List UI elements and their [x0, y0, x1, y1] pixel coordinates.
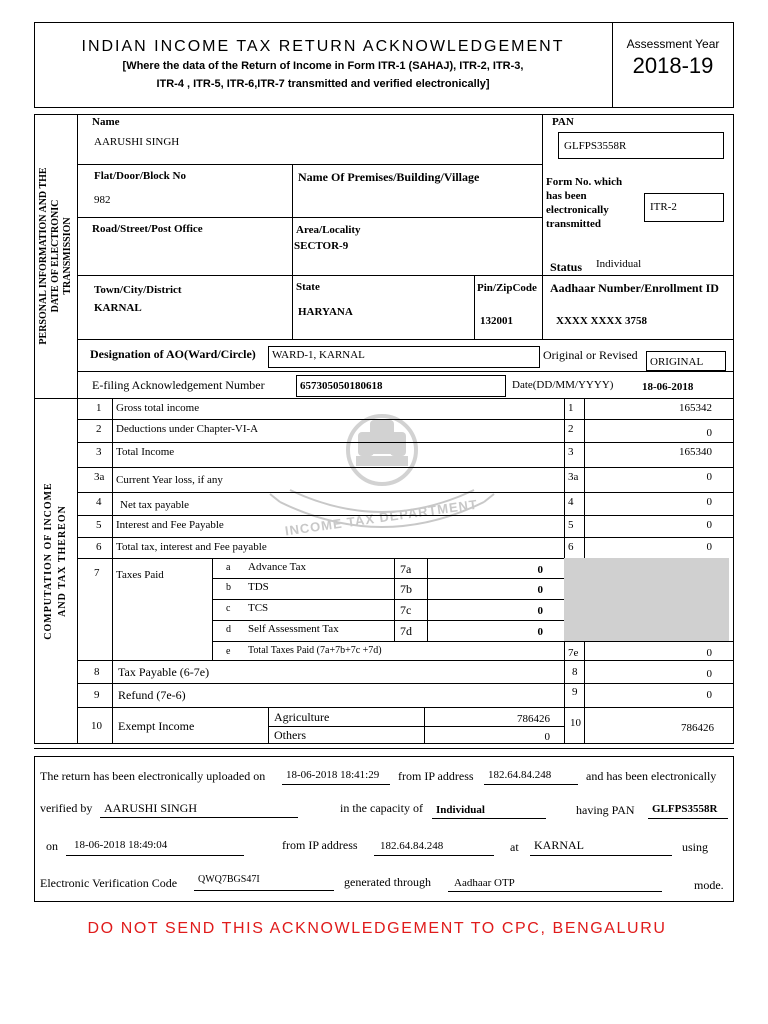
computation-section-label: COMPUTATION OF INCOME AND TAX THEREON — [43, 482, 68, 640]
comp-row-7-value: 0 — [706, 541, 712, 553]
evc-method: Aadhaar OTP — [454, 877, 515, 889]
v-text-7: on — [46, 839, 58, 853]
verifier-pan: GLFPS3558R — [652, 803, 718, 815]
taxes-item-b-letter: b — [226, 582, 231, 593]
comp-row-5-no: 4 — [96, 496, 102, 508]
comp-row-2-ref: 2 — [568, 423, 574, 435]
comp-row-3-ref: 3 — [568, 446, 574, 458]
flat-value: 982 — [94, 194, 111, 206]
comp-row-5-ref: 4 — [568, 496, 574, 508]
comp-row-4-no: 3a — [94, 471, 105, 483]
v-text-9: at — [510, 840, 519, 854]
comp-row-6-value: 0 — [706, 519, 712, 531]
town-label: Town/City/District — [94, 284, 182, 296]
state-label: State — [296, 281, 320, 293]
agriculture-label: Agriculture — [274, 710, 330, 724]
aadhaar-value: XXXX XXXX 3758 — [556, 315, 648, 327]
taxes-item-b-ref: 7b — [400, 582, 412, 596]
comp-row-2-value: 0 — [706, 427, 712, 439]
assessment-year: 2018-19 — [632, 53, 714, 78]
row7e-ref: 7e — [568, 647, 579, 659]
comp-row-7-label: Total tax, interest and Fee payable — [116, 541, 267, 553]
town-value: KARNAL — [94, 302, 142, 314]
comp-row-1-label: Gross total income — [116, 402, 200, 414]
form-subtitle-line2: ITR-4 , ITR-5, ITR-6,ITR-7 transmitted and verified electronically] — [156, 78, 490, 90]
v-text-8: from IP address — [282, 838, 358, 852]
comp-row-7-ref: 6 — [568, 541, 574, 553]
status-value: Individual — [596, 258, 642, 270]
comp-row-4-label: Current Year loss, if any — [116, 474, 223, 486]
aadhaar-label: Aadhaar Number/Enrollment ID — [550, 281, 719, 295]
row9-label: Refund (7e-6) — [118, 688, 186, 702]
v-text-5: in the capacity of — [340, 801, 423, 815]
row8-value: 0 — [706, 668, 712, 680]
v-text-6: having PAN — [576, 803, 635, 817]
form-subtitle-line1: [Where the data of the Return of Income in Form ITR-1 (SAHAJ), ITR-2, ITR-3, — [122, 60, 524, 72]
row7e-letter: e — [226, 646, 231, 657]
watermark-text: INCOME TAX DEPARTMENT — [283, 496, 479, 539]
road-label: Road/Street/Post Office — [92, 223, 203, 235]
row7e-value: 0 — [706, 647, 712, 659]
comp-row-4-value: 0 — [706, 471, 712, 483]
orig-value: ORIGINAL — [650, 356, 704, 368]
pan-label: PAN — [552, 116, 574, 128]
upload-ip: 182.64.84.248 — [488, 769, 552, 781]
section-divider — [34, 398, 734, 399]
date-value: 18-06-2018 — [642, 381, 694, 393]
comp-row-7-no: 6 — [96, 541, 102, 553]
ack-label: E-filing Acknowledgement Number — [92, 378, 265, 392]
form-title: INDIAN INCOME TAX RETURN ACKNOWLEDGEMENT — [81, 38, 565, 55]
v-text-3: and has been electronically — [586, 769, 717, 783]
v-text-10: using — [682, 840, 709, 854]
taxpayer-name: AARUSHI SINGH — [94, 136, 180, 148]
taxes-item-b-label: TDS — [248, 581, 269, 593]
others-value: 0 — [544, 731, 550, 743]
pin-value: 132001 — [480, 315, 513, 327]
comp-row-2-label: Deductions under Chapter-VI-A — [116, 423, 259, 435]
comp-row-1-ref: 1 — [568, 402, 574, 414]
row10-ref: 10 — [570, 717, 581, 729]
ao-label: Designation of AO(Ward/Circle) — [90, 347, 256, 361]
comp-row-3-value: 165340 — [679, 446, 712, 458]
taxes-item-a-value: 0 — [537, 564, 543, 576]
flat-label: Flat/Door/Block No — [94, 170, 186, 182]
cpc-notice: DO NOT SEND THIS ACKNOWLEDGEMENT TO CPC, BENGALURU — [87, 920, 667, 937]
row8-no: 8 — [94, 666, 100, 678]
verifier-name: AARUSHI SINGH — [104, 801, 198, 815]
row10-value: 786426 — [681, 722, 714, 734]
others-label: Others — [274, 728, 306, 742]
v-text-13: mode. — [694, 878, 724, 892]
area-label: Area/Locality — [296, 224, 361, 236]
row7-label: Taxes Paid — [116, 569, 164, 581]
taxes-item-a-label: Advance Tax — [248, 561, 306, 573]
taxes-item-d-letter: d — [226, 624, 231, 635]
row7e-label: Total Taxes Paid (7a+7b+7c +7d) — [248, 645, 382, 656]
row10-label: Exempt Income — [118, 719, 195, 733]
comp-row-6-ref: 5 — [568, 519, 574, 531]
taxes-item-d-value: 0 — [537, 626, 543, 638]
taxes-item-a-letter: a — [226, 562, 231, 573]
row9-value: 0 — [706, 689, 712, 701]
comp-row-6-no: 5 — [96, 519, 102, 531]
comp-row-5-value: 0 — [706, 496, 712, 508]
comp-row-1-value: 165342 — [679, 402, 712, 414]
v-text-11: Electronic Verification Code — [40, 876, 178, 890]
taxes-item-d-ref: 7d — [400, 624, 412, 638]
side-label-divider — [77, 114, 78, 744]
ack-value: 657305050180618 — [300, 380, 383, 392]
taxes-item-c-ref: 7c — [400, 603, 412, 617]
v-text-2: from IP address — [398, 769, 474, 783]
verify-place: KARNAL — [534, 838, 584, 852]
pan-value: GLFPS3558R — [564, 140, 627, 152]
comp-row-3-label: Total Income — [116, 446, 175, 458]
separator-line — [34, 748, 734, 749]
state-value: HARYANA — [298, 306, 353, 318]
assessment-year-label: Assessment Year — [626, 37, 720, 51]
upload-datetime: 18-06-2018 18:41:29 — [286, 769, 380, 781]
verifier-capacity: Individual — [436, 804, 485, 816]
v-text-4: verified by — [40, 801, 93, 815]
orig-label: Original or Revised — [543, 348, 638, 362]
area-value: SECTOR-9 — [294, 240, 349, 252]
v-text-1: The return has been electronically uploaded on — [40, 769, 266, 783]
pin-label: Pin/ZipCode — [477, 282, 537, 294]
comp-row-2-no: 2 — [96, 423, 102, 435]
date-label: Date(DD/MM/YYYY) — [512, 379, 614, 391]
taxes-item-c-letter: c — [226, 603, 231, 614]
taxes-item-d-label: Self Assessment Tax — [248, 623, 339, 635]
verify-datetime: 18-06-2018 18:49:04 — [74, 839, 168, 851]
taxes-item-c-label: TCS — [248, 602, 269, 614]
agriculture-value: 786426 — [517, 713, 550, 725]
form-no-value: ITR-2 — [650, 201, 677, 213]
taxes-item-c-value: 0 — [537, 605, 543, 617]
ao-value: WARD-1, KARNAL — [272, 349, 365, 361]
evc-code: QWQ7BGS47I — [198, 874, 260, 885]
income-tax-department-watermark — [262, 402, 502, 542]
personal-section-label: PERSONAL INFORMATION AND THE DATE OF ELECTRONIC TRANSMISSION — [38, 167, 73, 345]
taxes-item-b-value: 0 — [537, 584, 543, 596]
comp-row-5-label: Net tax payable — [120, 499, 190, 511]
row9-ref: 9 — [572, 686, 578, 698]
row7-no: 7 — [94, 567, 100, 579]
premises-label: Name Of Premises/Building/Village — [298, 170, 480, 184]
form-no-label: Form No. which has been electronically transmitted — [546, 176, 623, 230]
verify-ip: 182.64.84.248 — [380, 840, 444, 852]
comp-row-3-no: 3 — [96, 446, 102, 458]
row8-ref: 8 — [572, 666, 578, 678]
v-text-12: generated through — [344, 875, 431, 889]
name-label: Name — [92, 116, 120, 128]
row10-no: 10 — [91, 720, 102, 732]
comp-row-1-no: 1 — [96, 402, 102, 414]
comp-row-4-ref: 3a — [568, 471, 579, 483]
row9-no: 9 — [94, 689, 100, 701]
row7-shaded-cell — [564, 558, 729, 641]
status-label: Status — [550, 260, 583, 274]
row8-label: Tax Payable (6-7e) — [118, 665, 210, 679]
comp-row-6-label: Interest and Fee Payable — [116, 519, 224, 531]
taxes-item-a-ref: 7a — [400, 562, 412, 576]
